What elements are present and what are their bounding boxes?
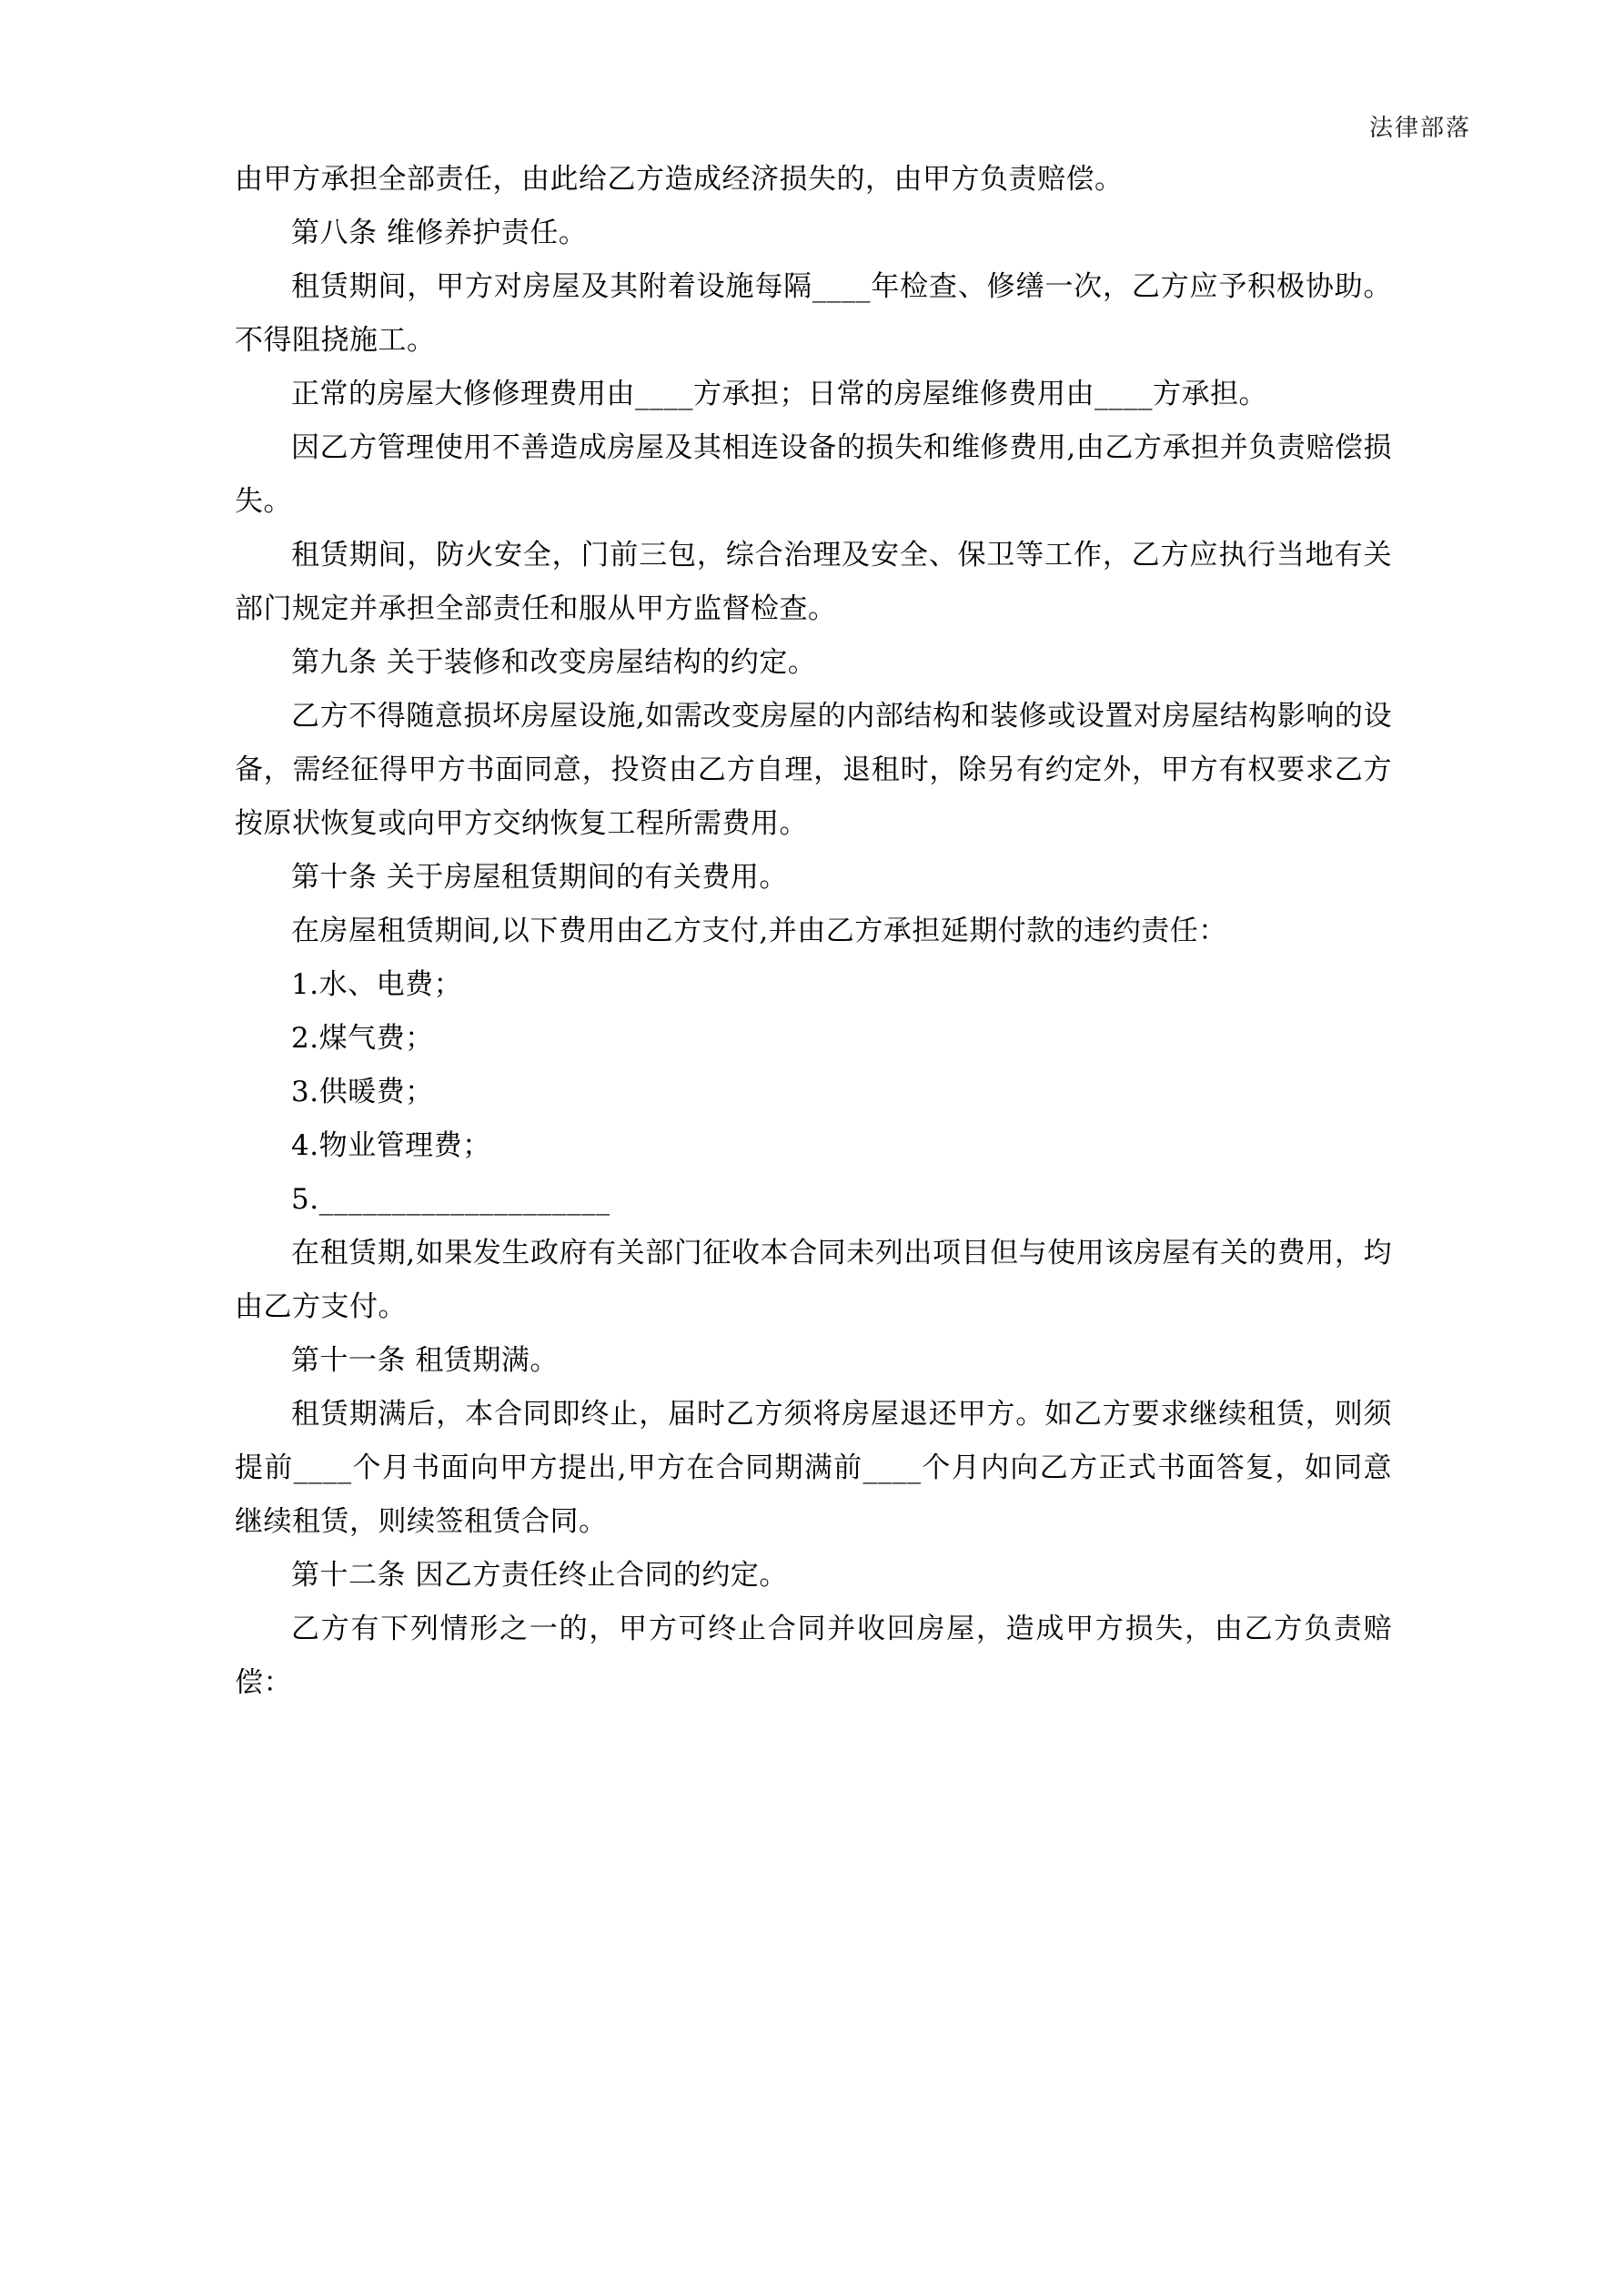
paragraph: 乙方不得随意损坏房屋设施,如需改变房屋的内部结构和装修或设置对房屋结构影响的设备，需经征得甲方书面同意，投资由乙方自理，退租时，除另有约定外，甲方有权要求乙方按原状恢复或向甲方交纳恢复工程所需费用。 [235, 700, 1392, 840]
paragraph: 在房屋租赁期间,以下费用由乙方支付,并由乙方承担延期付款的违约责任： [291, 915, 1227, 947]
document-body [235, 153, 1392, 1710]
paragraph: 正常的房屋大修修理费用由____方承担；日常的房屋维修费用由____方承担。 [291, 378, 1267, 410]
paragraph: 由甲方承担全部责任，由此给乙方造成经济损失的，由甲方负责赔偿。 [235, 163, 1124, 196]
list-item: 4.物业管理费； [291, 1129, 491, 1162]
paragraph: 因乙方管理使用不善造成房屋及其相连设备的损失和维修费用,由乙方承担并负责赔偿损失。 [235, 431, 1392, 518]
paragraph: 乙方有下列情形之一的，甲方可终止合同并收回房屋，造成甲方损失，由乙方负责赔偿： [235, 1613, 1392, 1699]
page-header-watermark: 法律部落 [1368, 115, 1471, 142]
paragraph: 租赁期间，防火安全，门前三包，综合治理及安全、保卫等工作，乙方应执行当地有关部门规定并承担全部责任和服从甲方监督检查。 [235, 539, 1392, 625]
paragraph: 租赁期满后，本合同即终止，届时乙方须将房屋退还甲方。如乙方要求继续租赁，则须提前____个月书面向甲方提出,甲方在合同期满前____个月内向乙方正式书面答复，如同意继续租赁，则续签租赁合同。 [235, 1398, 1392, 1538]
paragraph-clause-12-title: 第十二条 因乙方责任终止合同的约定。 [291, 1559, 788, 1592]
paragraph: 在租赁期,如果发生政府有关部门征收本合同未列出项目但与使用该房屋有关的费用，均由乙方支付。 [235, 1237, 1392, 1323]
paragraph-clause-9-title: 第九条 关于装修和改变房屋结构的约定。 [291, 646, 817, 679]
list-item: 1.水、电费； [291, 968, 463, 1001]
paragraph-clause-10-title: 第十条 关于房屋租赁期间的有关费用。 [291, 861, 788, 894]
paragraph-clause-8-title: 第八条 维修养护责任。 [291, 217, 588, 249]
list-item: 2.煤气费； [291, 1022, 434, 1055]
paragraph-clause-11-title: 第十一条 租赁期满。 [291, 1344, 559, 1377]
list-item-blank: 5.____________________ [291, 1183, 610, 1216]
list-item: 3.供暖费； [291, 1076, 434, 1108]
paragraph: 租赁期间，甲方对房屋及其附着设施每隔____年检查、修缮一次，乙方应予积极协助。不得阻挠施工。 [235, 270, 1392, 357]
